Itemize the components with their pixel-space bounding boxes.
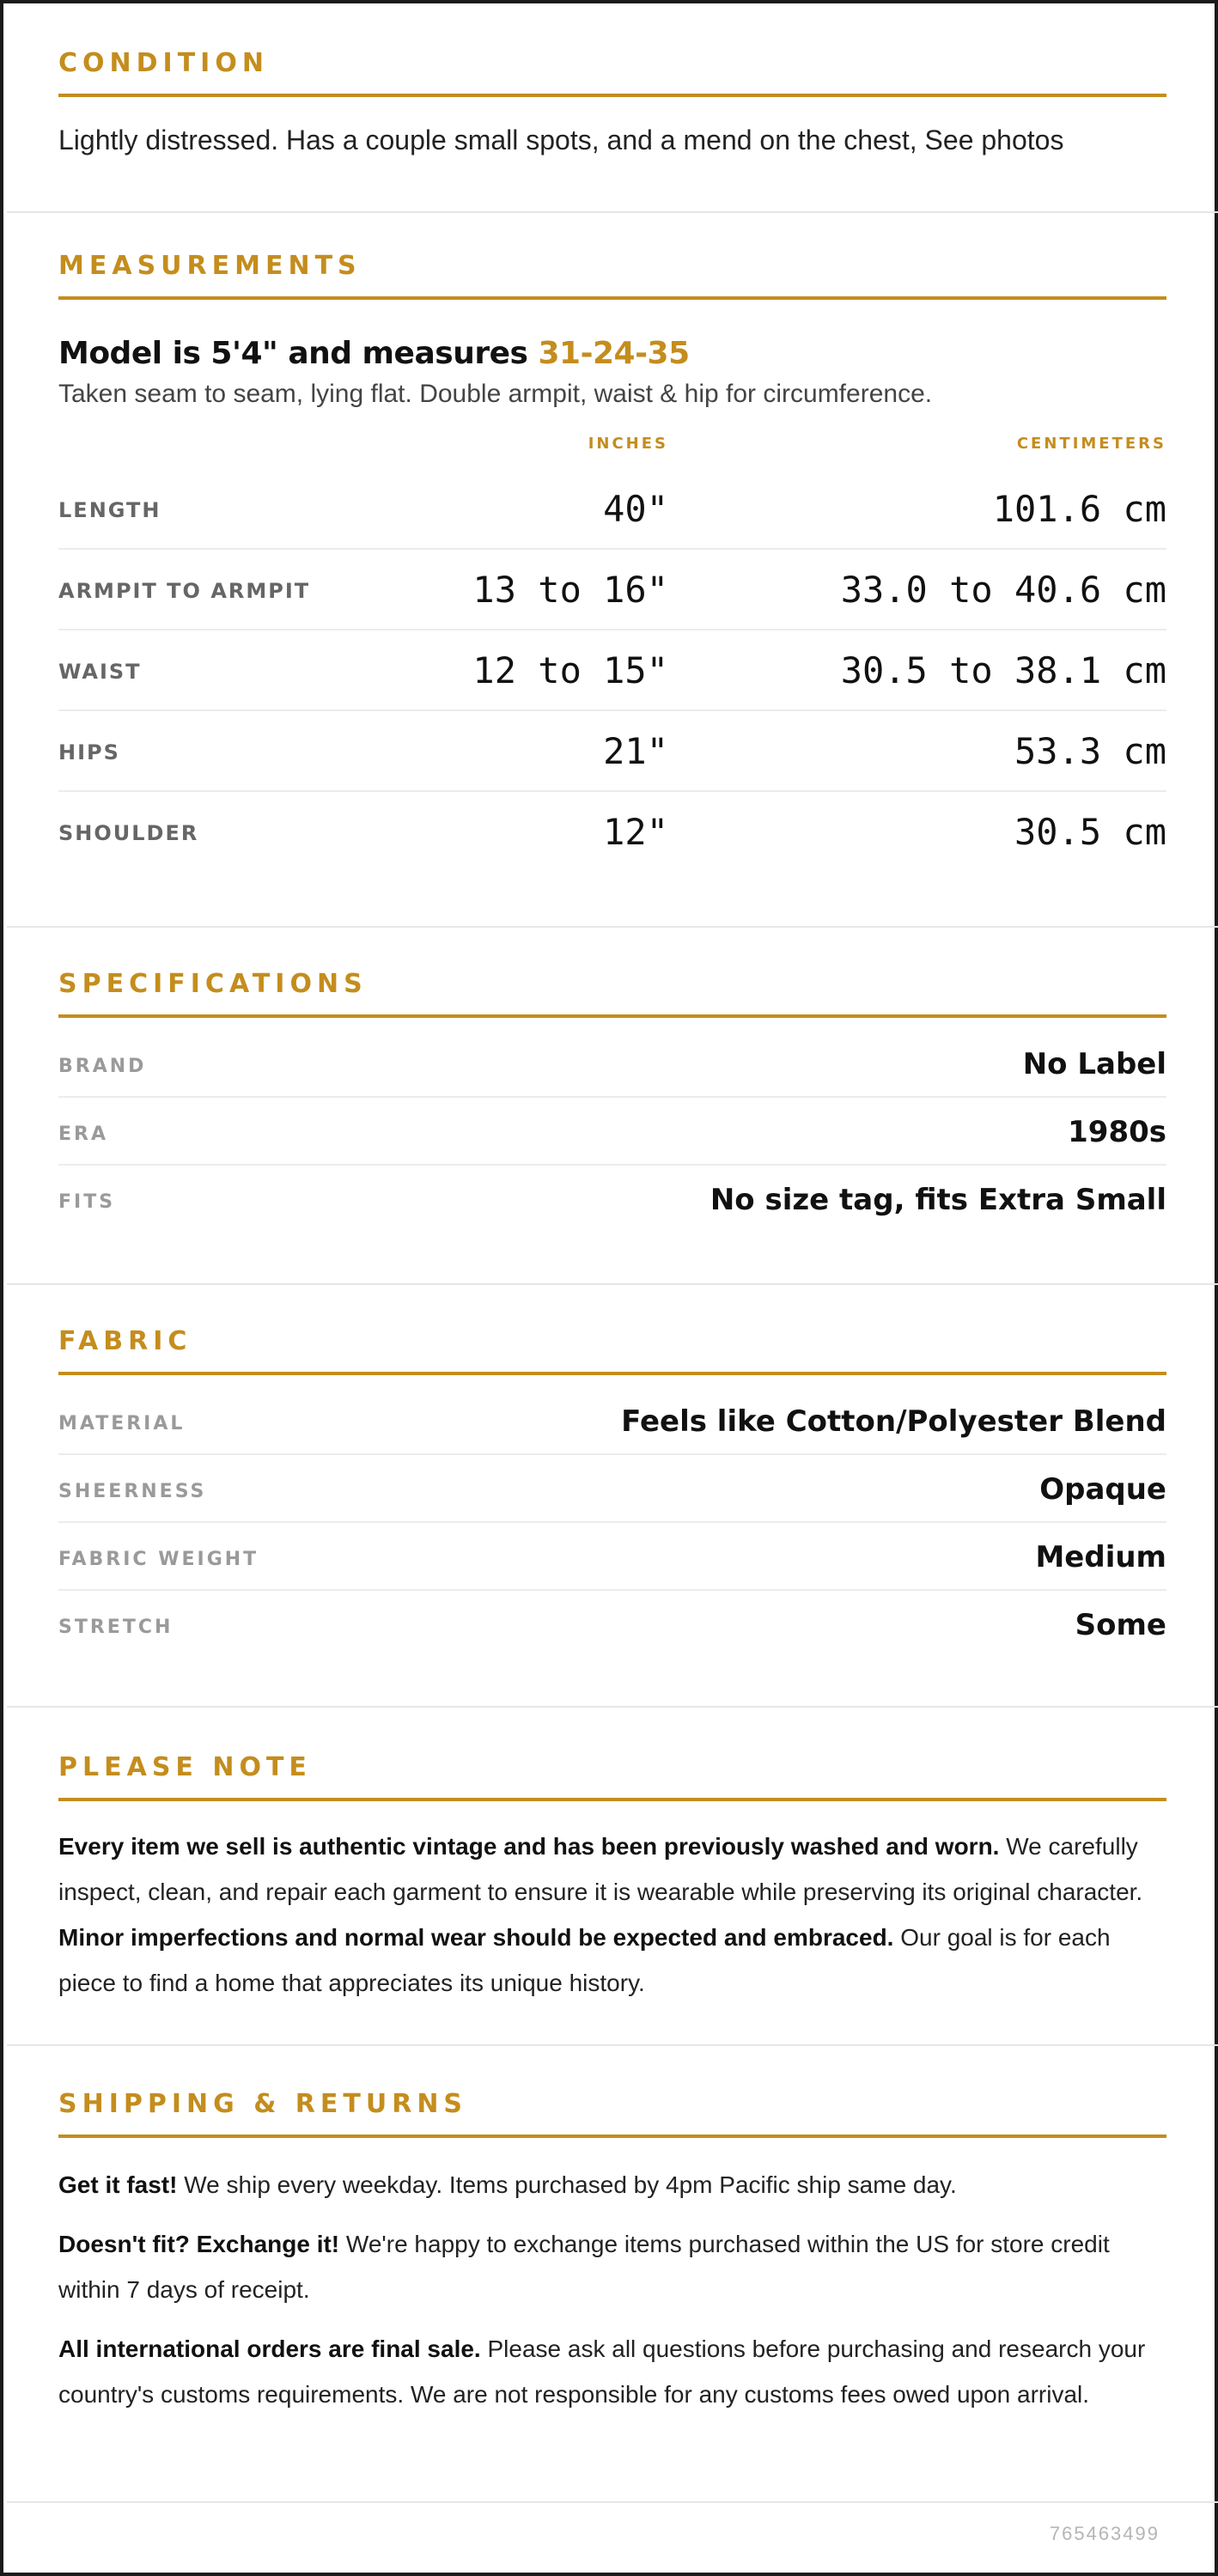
measurement-inches: 12 to 15" (472, 649, 668, 691)
fabric-value: Opaque (1039, 1472, 1166, 1507)
condition-section (7, 48, 1218, 213)
note-bold-2: Minor imperfections and normal wear should be expected and embraced. (58, 1924, 894, 1951)
model-prefix: Model is 5'4" and measures (58, 336, 539, 371)
measurements-table-header (58, 435, 1166, 469)
column-header-inches: INCHES (588, 435, 668, 453)
shipping-paragraph-international (58, 2326, 1166, 2417)
measurement-cm: 53.3 cm (1014, 730, 1166, 772)
measurement-inches: 21" (603, 730, 668, 772)
measurement-cm: 30.5 cm (1014, 811, 1166, 853)
shipping-text-1: We ship every weekday. Items purchased by 4pm Pacific ship same day. (177, 2171, 957, 2198)
shipping-bold-3: All international orders are final sale. (58, 2335, 481, 2362)
please-note-section (7, 1752, 1218, 2046)
measurements-subtitle: Taken seam to seam, lying flat. Double armpit, waist & hip for circumference. (58, 380, 933, 408)
measurement-label: ARMPIT TO ARMPIT (58, 579, 311, 603)
fabric-row-stretch (58, 1591, 1166, 1659)
measurement-label: SHOULDER (58, 821, 199, 845)
specifications-section (7, 969, 1218, 1285)
fabric-value: Feels like Cotton/Polyester Blend (621, 1404, 1166, 1439)
spec-value: 1980s (1068, 1115, 1166, 1149)
shipping-returns-section (7, 2089, 1218, 2503)
measurement-row-waist (58, 630, 1166, 711)
model-measurements (58, 336, 1166, 371)
please-note-text (58, 1824, 1166, 2006)
shipping-returns-heading: SHIPPING & RETURNS (58, 2089, 1166, 2138)
measurement-label: LENGTH (58, 498, 161, 522)
measurement-label: WAIST (58, 660, 142, 684)
note-bold-1: Every item we sell is authentic vintage and has been previously washed and worn. (58, 1833, 1000, 1860)
fabric-section (7, 1326, 1218, 1708)
measurement-cm: 33.0 to 40.6 cm (840, 569, 1166, 611)
shipping-text-3: Please ask all questions before purchasing and research your country's customs requirements. We are not responsible for any customs fees owed upon arrival. (58, 2335, 1146, 2408)
spec-row-era (58, 1098, 1166, 1166)
fabric-label: STRETCH (58, 1617, 174, 1638)
measurements-heading: MEASUREMENTS (58, 251, 1166, 300)
model-measures-value: 31-24-35 (538, 336, 690, 371)
measurement-row-length (58, 469, 1166, 550)
spec-row-brand (58, 1030, 1166, 1098)
shipping-paragraph-fast (58, 2162, 1166, 2208)
measurement-row-shoulder (58, 792, 1166, 873)
spec-label: FITS (58, 1191, 116, 1213)
spec-label: BRAND (58, 1056, 147, 1077)
shipping-paragraph-exchange (58, 2221, 1166, 2312)
fabric-value: Medium (1035, 1540, 1166, 1574)
measurement-inches: 13 to 16" (472, 569, 668, 611)
shipping-text-2: We're happy to exchange items purchased within the US for store credit within 7 days of receipt. (58, 2231, 1110, 2303)
note-text-2: Our goal is for each piece to find a home that appreciates its unique history. (58, 1924, 1111, 1996)
fabric-row-sheerness (58, 1455, 1166, 1523)
spec-label: ERA (58, 1124, 108, 1145)
measurement-row-hips (58, 711, 1166, 792)
fabric-heading: FABRIC (58, 1326, 1166, 1375)
measurement-row-armpit-to-armpit (58, 550, 1166, 630)
fabric-label: FABRIC WEIGHT (58, 1549, 259, 1570)
specifications-heading: SPECIFICATIONS (58, 969, 1166, 1018)
measurement-inches: 12" (603, 811, 668, 853)
condition-text: Lightly distressed. Has a couple small spots, and a mend on the chest, See photos (58, 125, 1064, 155)
please-note-heading: PLEASE NOTE (58, 1752, 1166, 1801)
measurement-cm: 101.6 cm (992, 488, 1166, 530)
fabric-label: SHEERNESS (58, 1481, 207, 1502)
measurement-cm: 30.5 to 38.1 cm (840, 649, 1166, 691)
fabric-row-weight (58, 1523, 1166, 1591)
shipping-bold-2: Doesn't fit? Exchange it! (58, 2231, 340, 2257)
column-header-centimeters: CENTIMETERS (1016, 435, 1166, 453)
spec-value: No size tag, fits Extra Small (709, 1183, 1166, 1217)
fabric-list (58, 1387, 1166, 1659)
shipping-bold-1: Get it fast! (58, 2171, 178, 2198)
measurement-inches: 40" (603, 488, 668, 530)
note-text-1: We carefully inspect, clean, and repair each garment to ensure it is wearable while preserving its original character. (58, 1833, 1143, 1905)
fabric-value: Some (1075, 1608, 1166, 1642)
measurements-section (7, 251, 1218, 928)
spec-value: No Label (1022, 1047, 1166, 1081)
fabric-label: MATERIAL (58, 1413, 186, 1434)
condition-heading: CONDITION (58, 48, 1166, 97)
specifications-list (58, 1030, 1166, 1233)
measurement-label: HIPS (58, 740, 120, 764)
sku-number: 765463499 (1049, 2523, 1160, 2544)
spec-row-fits (58, 1166, 1166, 1233)
fabric-row-material (58, 1387, 1166, 1455)
measurements-table (58, 435, 1166, 873)
